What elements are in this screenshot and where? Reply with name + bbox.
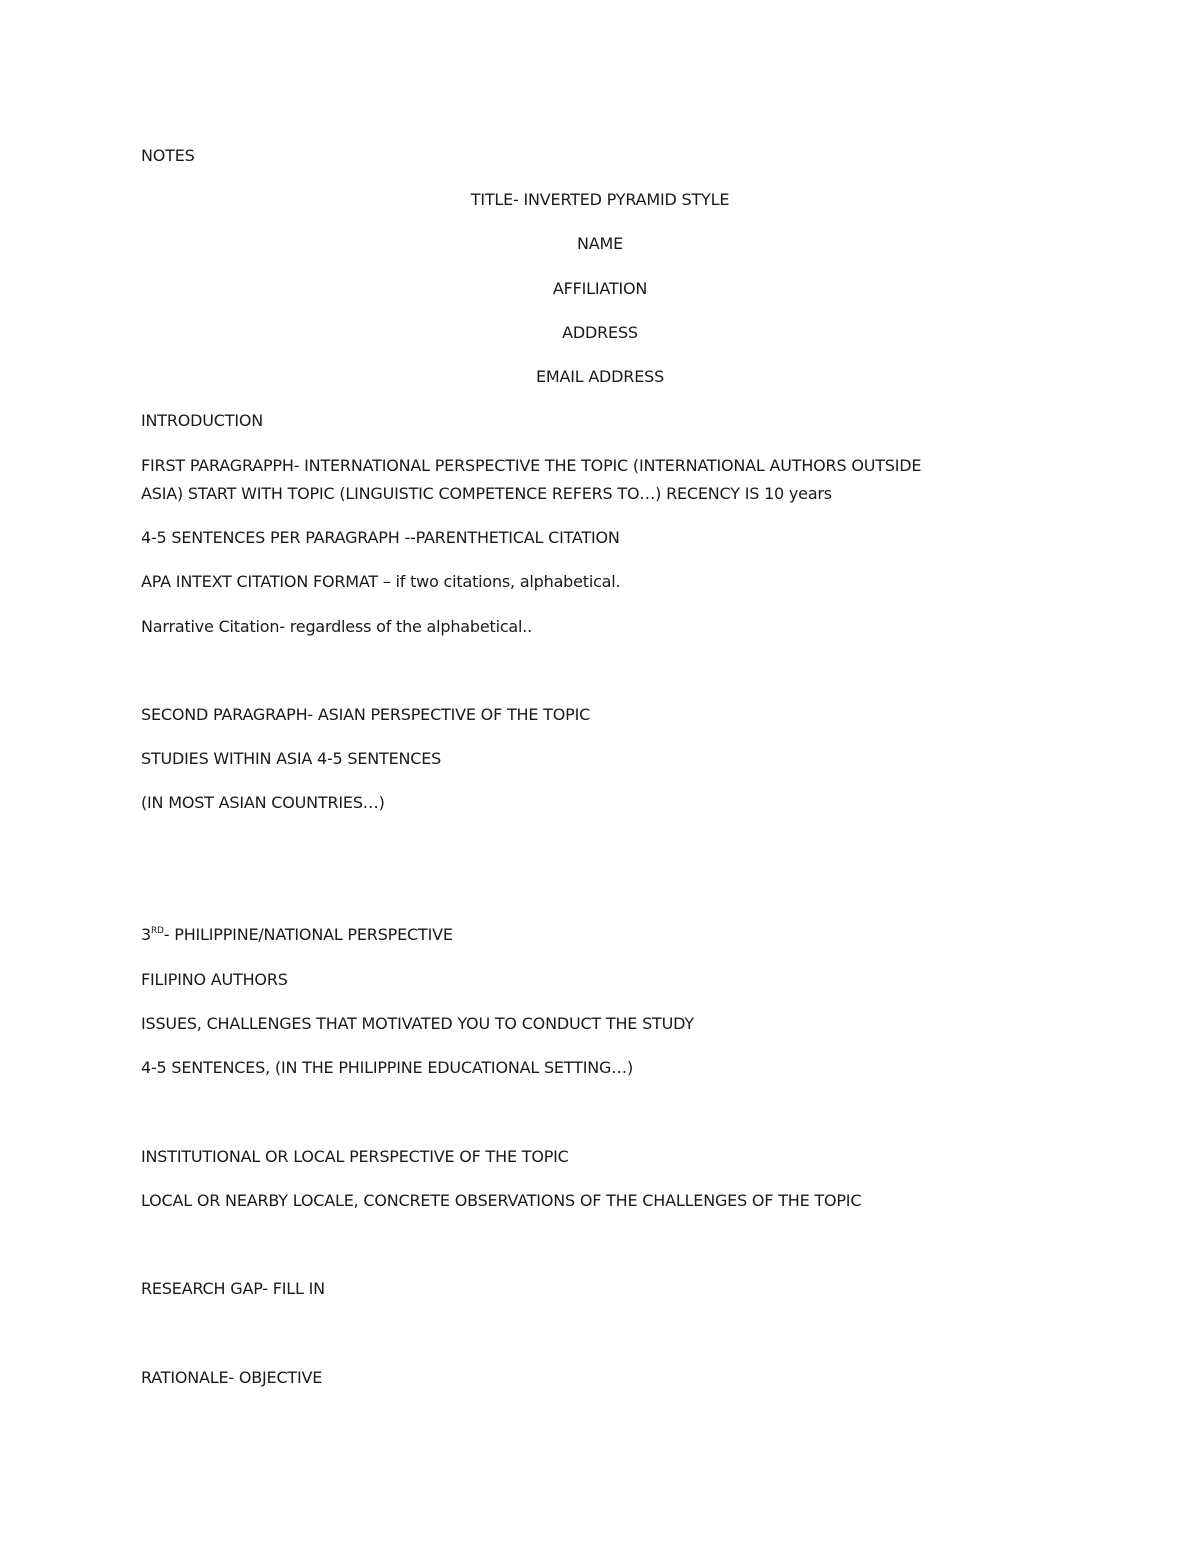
title-line: TITLE- INVERTED PYRAMID STYLE bbox=[470, 190, 730, 209]
research-gap-line: RESEARCH GAP- FILL IN bbox=[141, 1279, 325, 1298]
philippine-setting-line: 4-5 SENTENCES, (IN THE PHILIPPINE EDUCATIONAL SETTING…) bbox=[141, 1058, 634, 1077]
introduction-heading: INTRODUCTION bbox=[141, 411, 264, 430]
studies-within-asia-line: STUDIES WITHIN ASIA 4-5 SENTENCES bbox=[141, 749, 442, 768]
filipino-authors-line: FILIPINO AUTHORS bbox=[141, 970, 288, 989]
third-paragraph-heading bbox=[141, 925, 453, 945]
first-paragraph-line-2: ASIA) START WITH TOPIC (LINGUISTIC COMPETENCE REFERS TO…) RECENCY IS 10 years bbox=[141, 484, 832, 503]
issues-challenges-line: ISSUES, CHALLENGES THAT MOTIVATED YOU TO CONDUCT THE STUDY bbox=[141, 1014, 694, 1033]
email-line: EMAIL ADDRESS bbox=[535, 367, 665, 386]
address-line: ADDRESS bbox=[562, 323, 638, 342]
third-heading-text: - PHILIPPINE/NATIONAL PERSPECTIVE bbox=[163, 925, 453, 944]
ordinal-suffix: RD bbox=[150, 925, 164, 936]
name-line: NAME bbox=[576, 234, 624, 253]
local-observations-line: LOCAL OR NEARBY LOCALE, CONCRETE OBSERVATIONS OF THE CHALLENGES OF THE TOPIC bbox=[141, 1191, 862, 1210]
second-paragraph-heading: SECOND PARAGRAPH- ASIAN PERSPECTIVE OF THE TOPIC bbox=[141, 705, 591, 724]
sentences-per-paragraph-line: 4-5 SENTENCES PER PARAGRAPH --PARENTHETICAL CITATION bbox=[141, 528, 620, 547]
institutional-heading: INSTITUTIONAL OR LOCAL PERSPECTIVE OF THE TOPIC bbox=[141, 1147, 569, 1166]
rationale-line: RATIONALE- OBJECTIVE bbox=[141, 1368, 323, 1387]
narrative-citation-line: Narrative Citation- regardless of the alphabetical.. bbox=[141, 617, 533, 636]
first-paragraph-line-1: FIRST PARAGRAPPH- INTERNATIONAL PERSPECTIVE THE TOPIC (INTERNATIONAL AUTHORS OUTSIDE bbox=[141, 456, 922, 475]
ordinal-number: 3 bbox=[141, 925, 151, 944]
affiliation-line: AFFILIATION bbox=[552, 279, 648, 298]
asian-countries-line: (IN MOST ASIAN COUNTRIES…) bbox=[141, 793, 385, 812]
apa-citation-line: APA INTEXT CITATION FORMAT – if two citations, alphabetical. bbox=[141, 572, 621, 591]
notes-label: NOTES bbox=[141, 146, 195, 165]
